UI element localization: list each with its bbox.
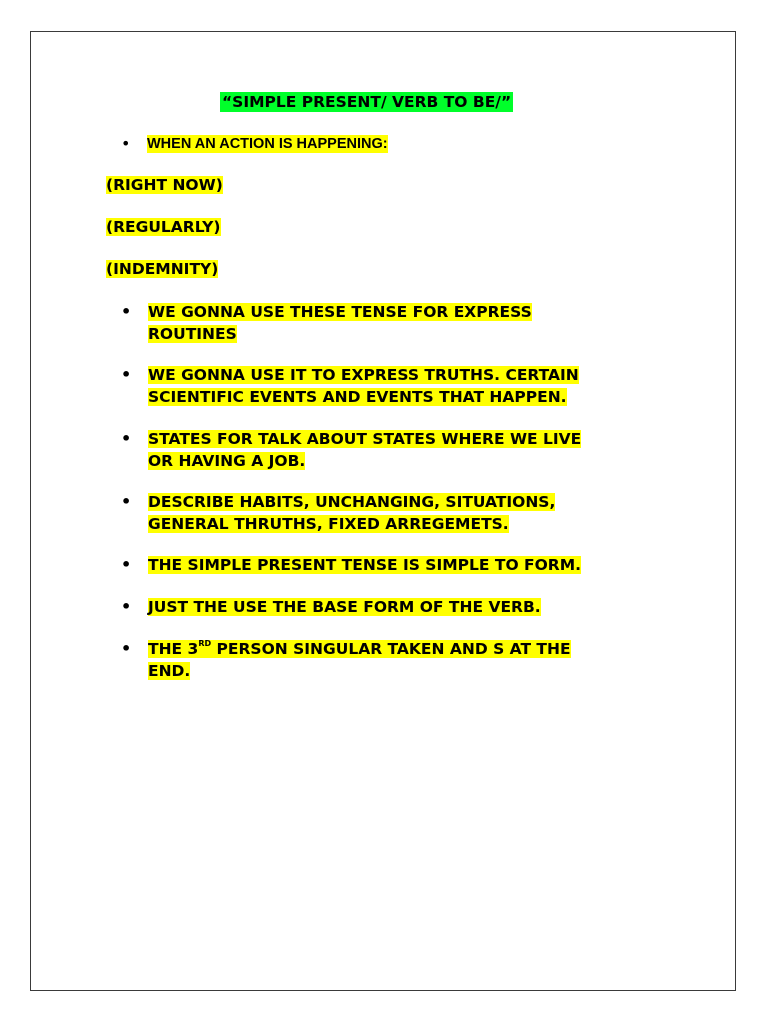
list-item-text-line1	[148, 640, 571, 658]
bullet-icon: •	[121, 134, 131, 153]
bullet-icon: •	[121, 429, 132, 448]
list-item	[121, 638, 641, 682]
heading-text: (RIGHT NOW)	[106, 176, 223, 194]
document-title: “SIMPLE PRESENT/ VERB TO BE/”	[222, 93, 512, 111]
list-item	[121, 596, 641, 618]
list-item	[121, 428, 641, 472]
list-item-text: JUST THE USE THE BASE FORM OF THE VERB.	[148, 598, 541, 616]
bullet-icon: •	[121, 365, 132, 384]
list-item-text-line2: END.	[148, 662, 191, 680]
bullet-icon: •	[121, 639, 132, 658]
list-item-text: OR HAVING A JOB.	[148, 452, 306, 470]
list-item	[121, 491, 641, 535]
list-item-text: DESCRIBE HABITS, UNCHANGING, SITUATIONS,	[148, 493, 556, 511]
list-item	[121, 364, 641, 408]
heading-indemnity	[106, 259, 218, 280]
list-item-text-post: PERSON SINGULAR TAKEN AND S AT THE	[211, 640, 571, 658]
intro-bullet	[121, 134, 388, 153]
list-item-text: GENERAL THRUTHS, FIXED ARREGEMETS.	[148, 515, 509, 533]
bullet-icon: •	[121, 597, 132, 616]
bullet-icon: •	[121, 555, 132, 574]
heading-text: (INDEMNITY)	[106, 260, 219, 278]
heading-text: (REGULARLY)	[106, 218, 221, 236]
bullet-icon: •	[121, 302, 132, 321]
list-item-text: SCIENTIFIC EVENTS AND EVENTS THAT HAPPEN.	[148, 388, 567, 406]
list-item-text: WE GONNA USE IT TO EXPRESS TRUTHS. CERTAIN	[148, 366, 579, 384]
heading-regularly	[106, 217, 221, 238]
list-item	[121, 554, 641, 576]
heading-right-now	[106, 175, 223, 196]
list-item-text-pre: THE 3	[148, 640, 199, 658]
list-item-text: THE SIMPLE PRESENT TENSE IS SIMPLE TO FORM.	[148, 556, 582, 574]
list-item-text: STATES FOR TALK ABOUT STATES WHERE WE LIVE	[148, 430, 582, 448]
list-item-text: ROUTINES	[148, 325, 237, 343]
superscript-ordinal: RD	[198, 639, 212, 648]
list-item-text: WE GONNA USE THESE TENSE FOR EXPRESS	[148, 303, 532, 321]
bullet-icon: •	[121, 492, 132, 511]
intro-text: WHEN AN ACTION IS HAPPENING:	[147, 135, 388, 152]
list-item	[121, 301, 641, 345]
